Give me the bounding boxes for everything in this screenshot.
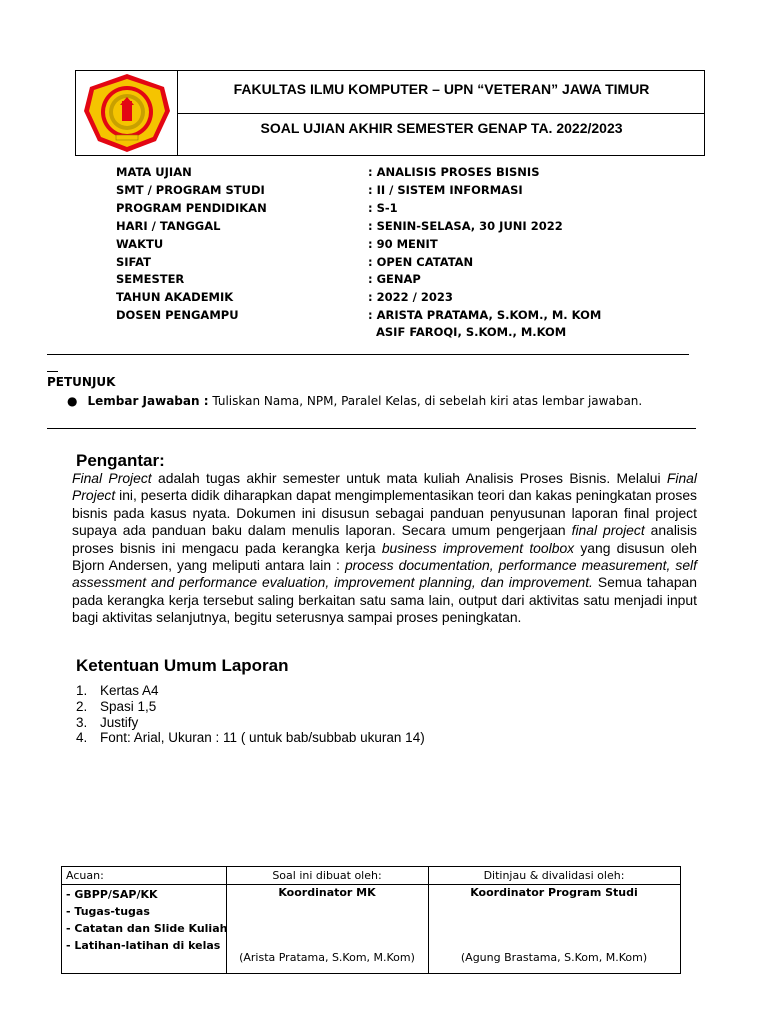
- info-value: : GENAP: [368, 272, 421, 287]
- acuan-header: Acuan:: [66, 869, 104, 882]
- info-value: : OPEN CATATAN: [368, 254, 474, 269]
- maker-name: (Arista Pratama, S.Kom, M.Kom): [239, 951, 415, 964]
- list-number: 1.: [76, 683, 88, 698]
- intro-em-7: business improvement toolbox: [381, 539, 575, 556]
- list-text: Font: Arial, Ukuran : 11 ( untuk bab/subbab ukuran 14): [100, 730, 425, 746]
- list-number: 4.: [76, 730, 88, 746]
- info-value: : SENIN-SELASA, 30 JUNI 2022: [368, 218, 563, 233]
- list-item: [76, 715, 425, 731]
- logo-cell: [76, 71, 178, 155]
- info-value: : 2022 / 2023: [368, 290, 453, 305]
- rules-list: [76, 683, 425, 746]
- header-box: [75, 70, 705, 156]
- petunjuk-bullet-text: Tuliskan Nama, NPM, Paralel Kelas, di sebelah kiri atas lembar jawaban.: [208, 394, 643, 408]
- lecturer-2: ASIF FAROQI, S.KOM., M.KOM: [376, 325, 567, 339]
- faculty-title: FAKULTAS ILMU KOMPUTER – UPN “VETERAN” JAWA TIMUR: [233, 81, 650, 97]
- intro-text-8: yang disusun oleh Bjorn Andersen, yang meliputi antara lain :: [72, 539, 697, 574]
- reviewer-name: (Agung Brastama, S.Kom, M.Kom): [460, 951, 648, 964]
- list-text: Spasi 1,5: [100, 698, 157, 714]
- info-label: DOSEN PENGAMPU: [116, 308, 239, 323]
- info-value: : ANALISIS PROSES BISNIS: [368, 165, 540, 179]
- info-label: TAHUN AKADEMIK: [116, 290, 234, 305]
- list-text: Justify: [100, 714, 139, 730]
- info-label: PROGRAM PENDIDIKAN: [116, 200, 267, 215]
- petunjuk-title: PETUNJUK: [47, 375, 116, 389]
- intro-em-1: Final Project: [72, 470, 152, 486]
- reviewer-header: Ditinjau & divalidasi oleh:: [483, 869, 625, 882]
- intro-em-9: process documentation, performance measurement, self assessment and performance evaluation, improvement planning, dan improvement.: [72, 557, 697, 591]
- maker-header: Soal ini dibuat oleh:: [272, 869, 382, 882]
- info-value: : S-1: [368, 200, 398, 215]
- info-label: SIFAT: [116, 254, 151, 269]
- petunjuk-bullet: [67, 394, 642, 408]
- acuan-item: - Latihan-latihan di kelas: [66, 939, 221, 952]
- info-value: : 90 MENIT: [368, 236, 438, 251]
- reviewer-role: Koordinator Program Studi: [470, 886, 638, 899]
- separator-overflow: [47, 371, 58, 372]
- acuan-list: [66, 886, 227, 954]
- info-label: SMT / PROGRAM STUDI: [116, 182, 265, 197]
- info-label: HARI / TANGGAL: [116, 218, 221, 233]
- separator-line: [47, 354, 689, 355]
- petunjuk-bullet-label: Lembar Jawaban :: [87, 394, 209, 408]
- intro-em-3: Final Project: [72, 470, 697, 504]
- petunjuk-rule: [47, 428, 696, 429]
- list-number: 3.: [76, 714, 88, 730]
- intro-heading: Pengantar:: [76, 451, 165, 470]
- acuan-item: - GBPP/SAP/KK: [66, 888, 158, 901]
- info-value: : ARISTA PRATAMA, S.KOM., M. KOM: [368, 308, 602, 323]
- acuan-item: - Tugas-tugas: [66, 905, 150, 918]
- info-value: : II / SISTEM INFORMASI: [368, 182, 523, 197]
- info-label: MATA UJIAN: [116, 165, 192, 179]
- list-number: 2.: [76, 698, 88, 714]
- list-item: [76, 683, 425, 699]
- intro-text-10: Semua tahapan pada kerangka kerja tersebut saling berkaitan satu sama lain, output dari aktivitas satu menjadi input bagi aktivitas selanjutnya, begitu seterusnya sampai proses peningkatan.: [72, 574, 697, 626]
- info-label: WAKTU: [116, 236, 164, 251]
- list-item: [76, 699, 425, 715]
- intro-paragraph: [72, 470, 697, 627]
- list-item: [76, 730, 425, 746]
- university-seal-icon: [76, 71, 178, 155]
- acuan-item: - Catatan dan Slide Kuliah: [66, 922, 228, 935]
- reference-table: [61, 866, 681, 974]
- maker-role: Koordinator MK: [278, 886, 376, 899]
- list-text: Kertas A4: [100, 683, 159, 698]
- exam-title: SOAL UJIAN AKHIR SEMESTER GENAP TA. 2022/2023: [260, 120, 623, 136]
- intro-text-4: ini, peserta didik diharapkan dapat mengimplementasikan teori dan kakas peningkatan proses bisnis pada kasus nyata. Dokumen ini disusun sebagai panduan penyusunan laporan final project supaya ada panduan baku dalam menulis laporan. Secara umum pengerjaan: [72, 487, 697, 539]
- intro-text-6: analisis proses bisnis ini mengacu pada kerangka kerja: [72, 522, 697, 556]
- bullet-icon: ●: [67, 394, 78, 408]
- intro-text-2: adalah tugas akhir semester untuk mata kuliah Analisis Proses Bisnis. Melalui: [151, 470, 667, 486]
- intro-em-5: final project: [571, 522, 645, 539]
- info-label: SEMESTER: [116, 272, 185, 287]
- rules-heading: Ketentuan Umum Laporan: [76, 656, 289, 675]
